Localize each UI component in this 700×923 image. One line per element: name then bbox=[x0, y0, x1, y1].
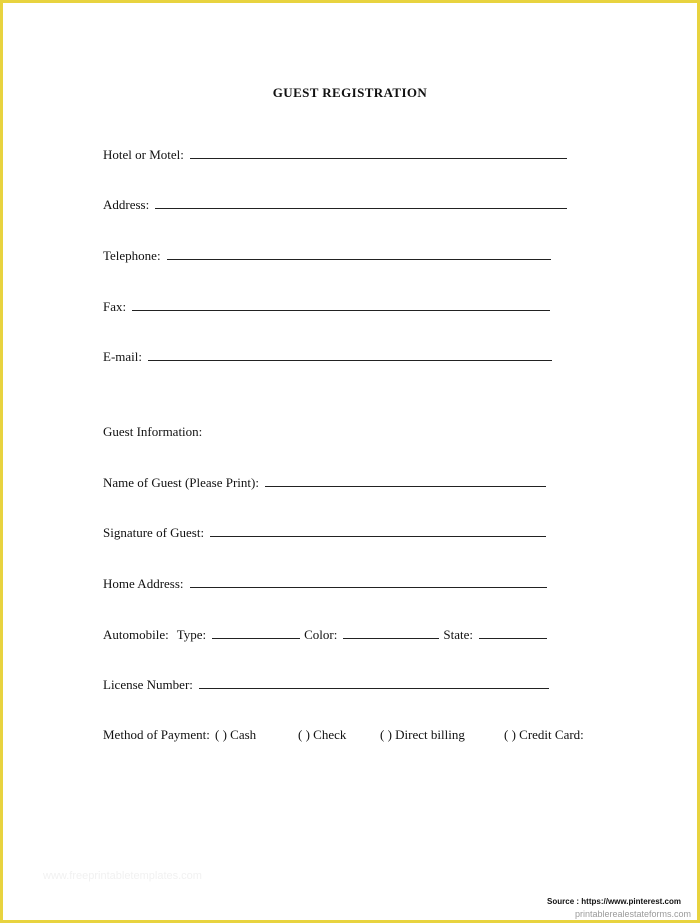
signature-label: Signature of Guest: bbox=[103, 525, 205, 540]
license-blank[interactable] bbox=[199, 676, 549, 689]
address-blank[interactable] bbox=[155, 196, 567, 209]
hotel-label: Hotel or Motel: bbox=[103, 147, 184, 162]
guest-name-label: Name of Guest (Please Print): bbox=[103, 475, 259, 490]
guest-name-row bbox=[103, 474, 546, 491]
license-row bbox=[103, 676, 549, 693]
hotel-row bbox=[103, 146, 567, 163]
form-title: GUEST REGISTRATION bbox=[272, 85, 428, 100]
guest-name-blank[interactable] bbox=[265, 474, 546, 487]
automobile-row bbox=[103, 626, 547, 643]
home-address-label: Home Address: bbox=[103, 576, 184, 591]
hotel-blank[interactable] bbox=[190, 146, 567, 159]
telephone-label: Telephone: bbox=[103, 248, 161, 263]
auto-color-blank[interactable] bbox=[343, 626, 439, 639]
payment-option-check[interactable]: ( ) Check bbox=[298, 727, 347, 742]
email-label: E-mail: bbox=[103, 349, 142, 364]
guest-section-row bbox=[103, 424, 202, 440]
watermark-left: www.freeprintabletemplates.com bbox=[43, 870, 202, 882]
payment-option-direct-billing[interactable]: ( ) Direct billing bbox=[380, 727, 465, 742]
payment-option-cash[interactable]: ( ) Cash bbox=[215, 727, 257, 742]
fax-label: Fax: bbox=[103, 299, 127, 314]
signature-blank[interactable] bbox=[210, 524, 546, 537]
signature-row bbox=[103, 524, 546, 541]
guest-section-heading: Guest Information: bbox=[103, 424, 203, 439]
source-caption: Source : https://www.pinterest.com bbox=[547, 897, 681, 906]
email-row bbox=[103, 348, 552, 365]
auto-type-label: Type: bbox=[176, 627, 207, 642]
license-label: License Number: bbox=[103, 677, 193, 692]
payment-label: Method of Payment: bbox=[103, 727, 210, 742]
payment-option-credit-card[interactable]: ( ) Credit Card: bbox=[504, 727, 584, 742]
telephone-row bbox=[103, 247, 551, 264]
auto-state-label: State: bbox=[443, 627, 473, 642]
address-row bbox=[103, 196, 567, 213]
auto-state-blank[interactable] bbox=[479, 626, 547, 639]
home-address-row bbox=[103, 575, 547, 592]
auto-color-label: Color: bbox=[304, 627, 338, 642]
fax-blank[interactable] bbox=[132, 298, 550, 311]
home-address-blank[interactable] bbox=[190, 575, 547, 588]
telephone-blank[interactable] bbox=[167, 247, 551, 260]
email-blank[interactable] bbox=[148, 348, 552, 361]
automobile-label: Automobile: bbox=[103, 627, 169, 642]
fax-row bbox=[103, 298, 550, 315]
address-label: Address: bbox=[103, 197, 150, 212]
auto-type-blank[interactable] bbox=[212, 626, 300, 639]
watermark-right: printablerealestateforms.com bbox=[574, 909, 691, 919]
